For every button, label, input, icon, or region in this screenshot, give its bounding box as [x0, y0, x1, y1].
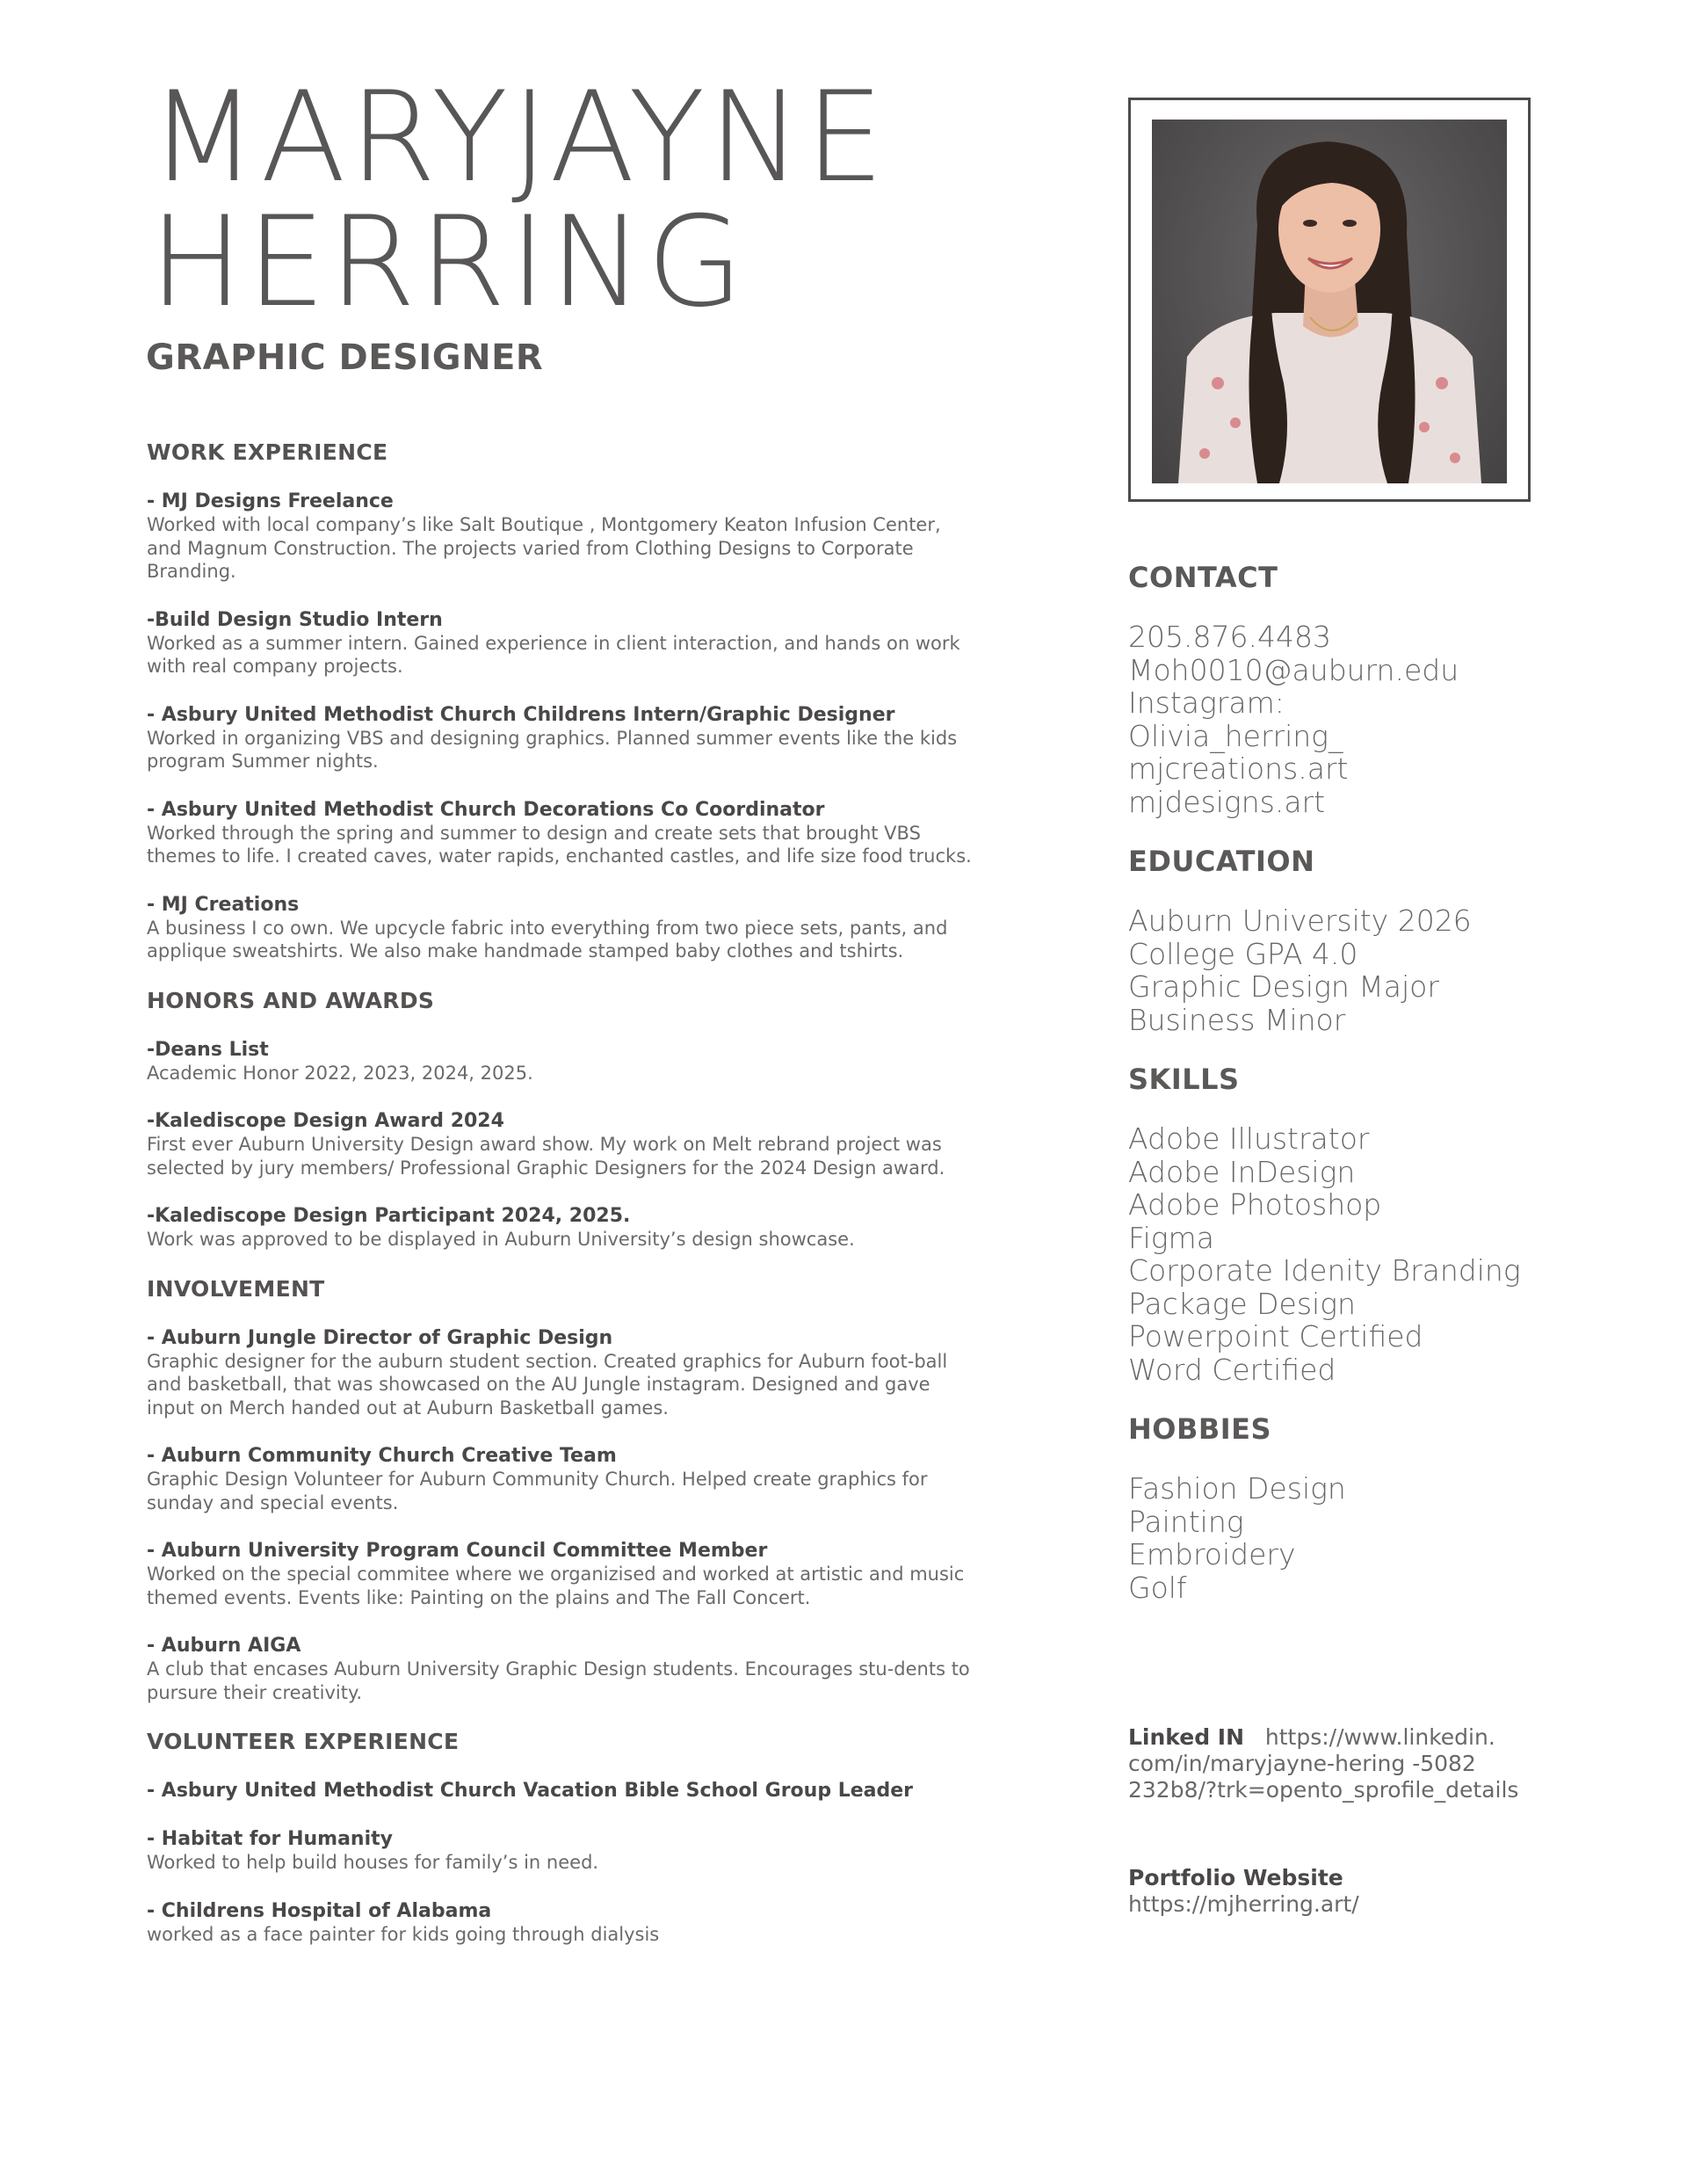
email-address: Moh0010@auburn.edu	[1128, 652, 1459, 687]
portrait-illustration	[1152, 120, 1507, 483]
website-link: mjcreations.art	[1128, 751, 1349, 786]
left-column	[147, 439, 973, 1970]
list-item: Word Certified	[1128, 1352, 1336, 1387]
list-item	[147, 893, 973, 963]
portfolio-label: Portfolio Website	[1128, 1865, 1343, 1890]
entry-title: -Kalediscope Design Participant 2024, 2025.	[147, 1205, 631, 1227]
list-item	[147, 798, 973, 868]
entry-description: Academic Honor 2022, 2023, 2024, 2025.	[147, 1062, 533, 1084]
linkedin-label: Linked IN	[1128, 1724, 1245, 1750]
phone-number: 205.876.4483	[1128, 620, 1331, 654]
entry-title: - Asbury United Methodist Church Decorations Co Coordinator	[147, 798, 825, 821]
list-item	[147, 490, 973, 584]
section-heading: SKILLS	[1128, 1063, 1240, 1096]
list-item: Powerpoint Certified	[1128, 1319, 1423, 1353]
linkedin-url-line-3[interactable]: 232b8/?trk=opento_sprofile_details	[1128, 1777, 1519, 1803]
list-item: Golf	[1128, 1570, 1187, 1605]
right-column	[1128, 554, 1585, 1630]
entry-description: A club that encases Auburn University Graphic Design students. Encourages stu-dents to pursure their creativity.	[147, 1658, 970, 1703]
honors-section	[147, 988, 973, 1252]
list-item: Business Minor	[1128, 1002, 1346, 1037]
list-item	[147, 1779, 973, 1803]
entry-title: -Build Design Studio Intern	[147, 608, 443, 631]
portfolio-url[interactable]: https://mjherring.art/	[1128, 1891, 1359, 1917]
entry-description: worked as a face painter for kids going through dialysis	[147, 1923, 660, 1945]
skills-list	[1128, 1122, 1585, 1386]
entry-description: Worked in organizing VBS and designing graphics. Planned summer events like the kids program Summer nights.	[147, 727, 958, 772]
list-item	[147, 1204, 973, 1252]
list-item	[147, 1539, 973, 1609]
hobbies-list	[1128, 1472, 1585, 1604]
list-item: Auburn University 2026	[1128, 903, 1472, 938]
contact-list	[1128, 620, 1585, 818]
entry-title: -Kalediscope Design Award 2024	[147, 1110, 504, 1132]
list-item: Graphic Design Major	[1128, 969, 1439, 1004]
entry-description: Worked with local company’s like Salt Boutique , Montgomery Keaton Infusion Center, and Magnum Construction. The projects varied from Clothing Designs to Corporate Branding.	[147, 514, 941, 582]
entry-description: Worked as a summer intern. Gained experience in client interaction, and hands on work with real company projects.	[147, 632, 960, 677]
website-link: mjdesigns.art	[1128, 784, 1326, 819]
list-item	[147, 1827, 973, 1875]
portrait-photo	[1152, 120, 1507, 483]
list-item: College GPA 4.0	[1128, 936, 1358, 971]
list-item	[147, 1634, 973, 1704]
first-name: MARYJAYNE	[149, 65, 888, 210]
entry-title: - Auburn Jungle Director of Graphic Design	[147, 1326, 613, 1349]
list-item: Adobe Photoshop	[1128, 1187, 1382, 1222]
entry-title: - Childrens Hospital of Alabama	[147, 1899, 492, 1922]
section-heading: EDUCATION	[1128, 845, 1315, 878]
entry-title: - MJ Designs Freelance	[147, 490, 394, 512]
list-item: Corporate Idenity Branding	[1128, 1253, 1521, 1288]
entry-description: Worked to help build houses for family’s in need.	[147, 1852, 599, 1873]
section-heading: HOBBIES	[1128, 1412, 1272, 1446]
entry-title: - Auburn University Program Council Committee Member	[147, 1540, 768, 1562]
list-item: Package Design	[1128, 1286, 1356, 1321]
volunteer-section	[147, 1729, 973, 1946]
linkedin-url-line-2[interactable]: com/in/maryjayne-hering -5082	[1128, 1751, 1476, 1776]
entry-description: Graphic designer for the auburn student section. Created graphics for Auburn foot-ball and basketball, that was showcased on the AU Jungle instagram. Designed and gave input on Merch handed out at Auburn Basketball games.	[147, 1350, 948, 1419]
section-heading: INVOLVEMENT	[147, 1275, 325, 1302]
list-item: Adobe InDesign	[1128, 1154, 1356, 1189]
instagram-label: Instagram:	[1128, 686, 1285, 720]
entry-description: A business I co own. We upcycle fabric into everything from two piece sets, pants, and applique sweatshirts. We also make handmade stamped baby clothes and tshirts.	[147, 917, 948, 961]
entry-title: -Deans List	[147, 1038, 269, 1061]
linkedin-block	[1128, 1724, 1585, 1803]
portrait-frame	[1128, 98, 1531, 502]
instagram-handle: Olivia_herring_	[1128, 718, 1343, 753]
last-name: HERRING	[149, 190, 747, 335]
list-item	[147, 1038, 973, 1085]
section-heading: CONTACT	[1128, 561, 1278, 594]
list-item	[147, 1444, 973, 1514]
section-heading: VOLUNTEER EXPERIENCE	[147, 1729, 460, 1754]
list-item: Embroidery	[1128, 1537, 1296, 1571]
entry-title: - MJ Creations	[147, 893, 300, 916]
work-experience-section	[147, 439, 973, 963]
entry-description: Work was approved to be displayed in Auburn University’s design showcase.	[147, 1229, 855, 1250]
list-item	[147, 608, 973, 678]
entry-description: Worked on the special commitee where we organizised and worked at artistic and music themed events. Events like: Painting on the plains and The Fall Concert.	[147, 1564, 965, 1608]
linkedin-url-line-1[interactable]: https://www.linkedin.	[1264, 1724, 1495, 1750]
job-title: GRAPHIC DESIGNER	[146, 337, 544, 378]
entry-title: - Habitat for Humanity	[147, 1828, 393, 1850]
applicant-name	[149, 65, 1028, 335]
entry-description: Worked through the spring and summer to design and create sets that brought VBS themes to life. I created caves, water rapids, enchanted castles, and life size food trucks.	[147, 822, 972, 867]
list-item	[147, 1326, 973, 1420]
list-item	[147, 1109, 973, 1179]
list-item: Adobe Illustrator	[1128, 1121, 1370, 1156]
entry-title: - Asbury United Methodist Church Vacation Bible School Group Leader	[147, 1780, 914, 1802]
list-item: Painting	[1128, 1504, 1244, 1539]
list-item	[147, 1899, 973, 1947]
list-item	[147, 703, 973, 773]
entry-description: First ever Auburn University Design award show. My work on Melt rebrand project was selected by jury members/ Professional Graphic Designers for the 2024 Design award.	[147, 1134, 945, 1179]
involvement-section	[147, 1276, 973, 1705]
list-item: Fashion Design	[1128, 1471, 1346, 1506]
entry-title: - Auburn Community Church Creative Team	[147, 1445, 617, 1467]
education-list	[1128, 904, 1585, 1036]
portfolio-block	[1128, 1865, 1585, 1918]
entry-description: Graphic Design Volunteer for Auburn Community Church. Helped create graphics for sunday and special events.	[147, 1469, 928, 1513]
entry-title: - Auburn AIGA	[147, 1635, 301, 1657]
section-heading: HONORS AND AWARDS	[147, 987, 435, 1013]
entry-title: - Asbury United Methodist Church Childrens Intern/Graphic Designer	[147, 703, 895, 726]
list-item: Figma	[1128, 1220, 1214, 1255]
section-heading: WORK EXPERIENCE	[147, 439, 388, 465]
